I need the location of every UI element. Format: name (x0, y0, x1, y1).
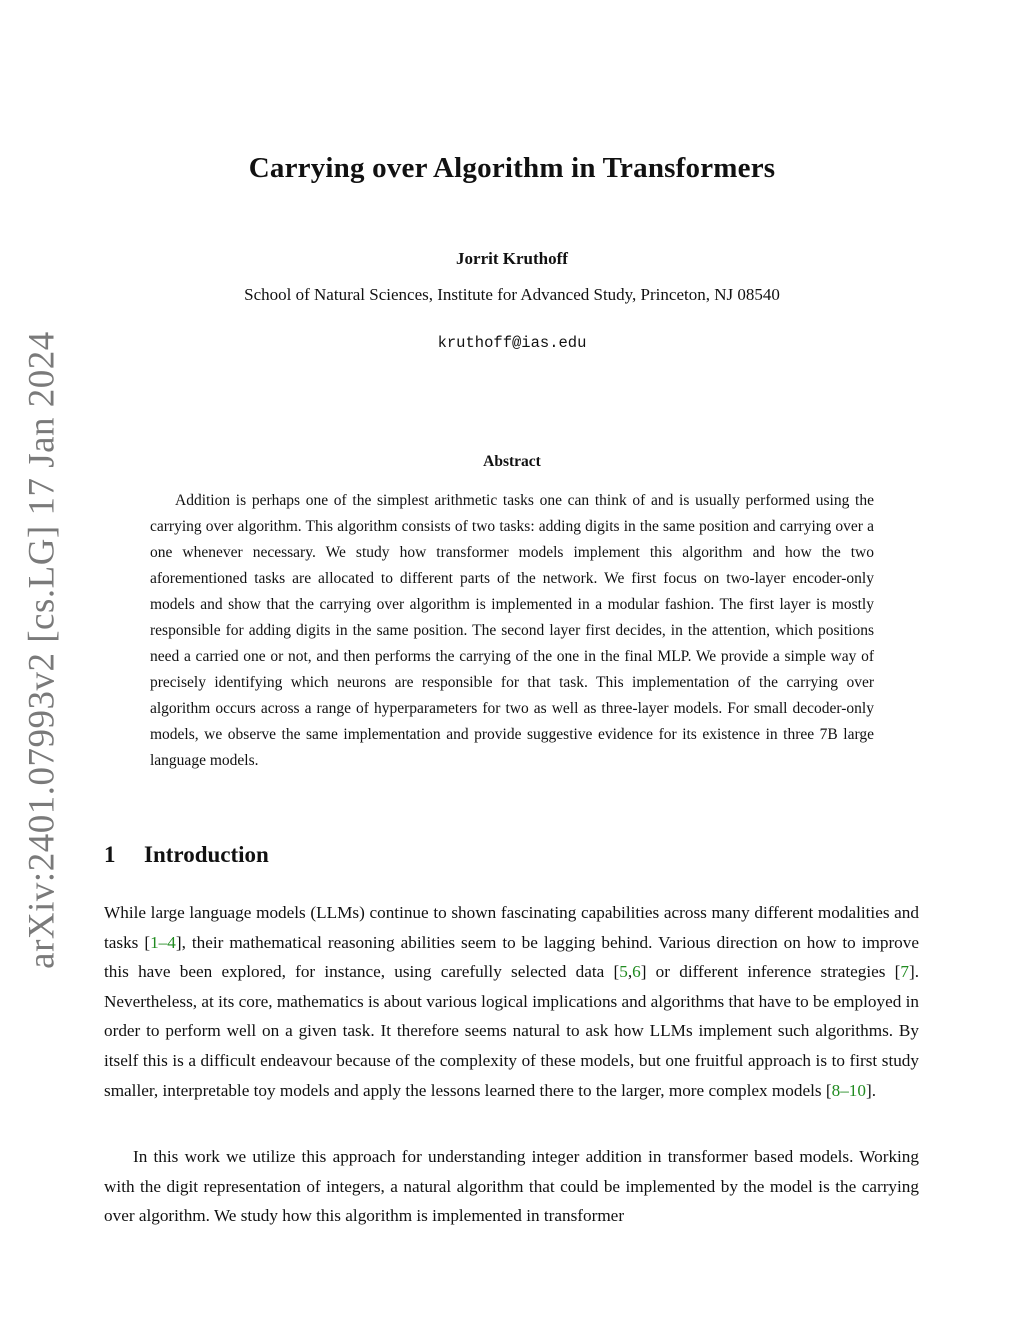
paragraph-text: ] or different inference strategies [ (640, 962, 901, 982)
paragraph-text: While large language models (LLMs) continue to shown fascinating capabilities across many different modalities and tasks [ (104, 903, 919, 952)
citation-link[interactable]: 8–10 (831, 1080, 866, 1100)
citation-link[interactable]: 5 (619, 962, 628, 982)
paragraph-text: ]. (865, 1080, 876, 1100)
section-number: 1 (104, 842, 116, 867)
abstract-heading: Abstract (483, 453, 541, 470)
author-email: kruthoff@ias.edu (437, 334, 587, 352)
arxiv-identifier-stamp: arXiv:2401.07993v2 [cs.LG] 17 Jan 2024 (21, 331, 63, 969)
paragraph-text: ]. Nevertheless, at its core, mathematics is about various logical implications and algorithms that have to be employed in order to perform well on a given task. It therefore seems natural to ask how LLMs implement such algorithms. By itself this is a difficult endeavour because of the complexity of these models, but one fruitful approach is to first study smaller, interpretable toy models and apply the lessons learned there to the larger, more complex models [ (104, 962, 919, 1100)
section-title: Introduction (144, 842, 269, 867)
citation-link[interactable]: 6 (632, 962, 641, 982)
paragraph-text: ], their mathematical reasoning abilities seem to be lagging behind. Various direction on how to improve this have been explored, for instance, using carefully selected data [ (104, 932, 919, 982)
author-name: Jorrit Kruthoff (456, 249, 568, 268)
paper-title: Carrying over Algorithm in Transformers (248, 152, 776, 184)
section-heading-introduction (104, 842, 269, 868)
introduction-paragraph-1 (104, 898, 919, 1105)
citation-link[interactable]: 7 (900, 962, 909, 982)
introduction-paragraph-2: In this work we utilize this approach for understanding integer addition in transformer based models. Working with the digit representation of integers, a natural algorithm that could be implemented by the model is the carrying over algorithm. We study how this algorithm is implemented in transformer (104, 1147, 919, 1226)
author-affiliation: School of Natural Sciences, Institute for Advanced Study, Princeton, NJ 08540 (244, 285, 780, 304)
citation-link[interactable]: 1–4 (150, 932, 176, 952)
paragraph-text: , (627, 962, 633, 982)
abstract-body: Addition is perhaps one of the simplest arithmetic tasks one can think of and is usually performed using the carrying over algorithm. This algorithm consists of two tasks: adding digits in the same position and carrying over a one whenever necessary. We study how transformer models implement this algorithm and how the two aforementioned tasks are allocated to different parts of the network. We first focus on two-layer encoder-only models and show that the carrying over algorithm is implemented in a modular fashion. The first layer is mostly responsible for adding digits in the same position. The second layer first decides, in the attention, which positions need a carried one or not, and then performs the carrying of the one in the final MLP. We provide a simple way of precisely identifying which neurons are responsible for that task. This implementation of the carrying over algorithm occurs across a range of hyperparameters for two as well as three-layer models. For small decoder-only models, we observe the same implementation and provide suggestive evidence for its existence in three 7B large language models. (150, 492, 874, 769)
